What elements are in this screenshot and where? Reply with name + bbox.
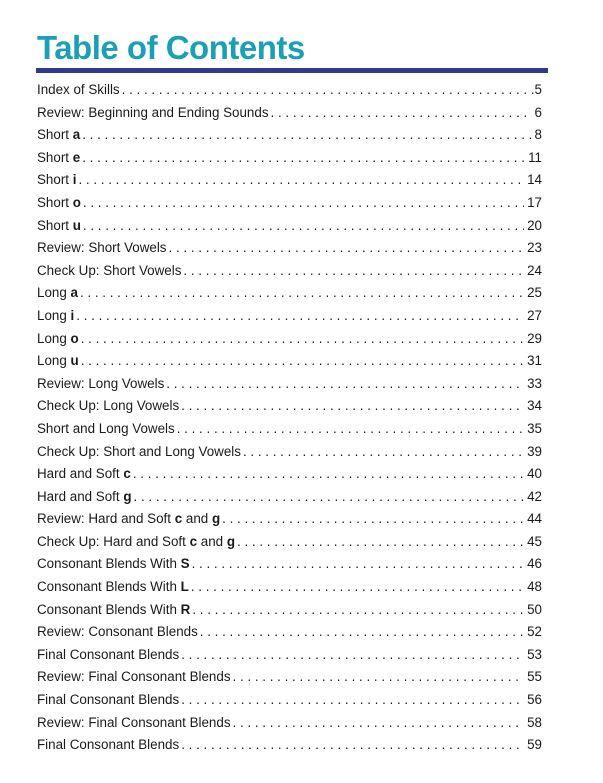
toc-entry-label (37, 127, 80, 142)
toc-entry-page-number: 14 (527, 172, 542, 188)
toc-entry-page-number: 27 (527, 307, 542, 323)
toc-entry (37, 82, 542, 105)
toc-entry-label (37, 466, 131, 481)
toc-entry-page-number: 48 (527, 579, 542, 595)
toc-entry (37, 150, 542, 173)
toc-entry (37, 602, 542, 625)
toc-entry-text: Consonant Blends With (37, 601, 181, 617)
toc-entry-text: Final Consonant Blends (37, 646, 180, 662)
toc-entry (37, 692, 542, 715)
toc-entry-label (37, 218, 81, 233)
toc-entry (37, 172, 542, 195)
dot-leader (181, 737, 524, 752)
toc-entry-text: Check Up: Short Vowels (37, 262, 182, 278)
toc-entry-page-number: 31 (527, 353, 542, 369)
toc-entry-page-number: 6 (534, 104, 542, 120)
toc-entry-text: Review: Final Consonant Blends (37, 714, 231, 730)
toc-entry-page-number: 59 (527, 737, 542, 753)
toc-entry-text: Final Consonant Blends (37, 737, 180, 753)
toc-entry (37, 331, 542, 354)
dot-leader (192, 556, 525, 571)
toc-entry-label (37, 285, 78, 300)
dot-leader (192, 602, 524, 617)
toc-entry-text: Hard and Soft (37, 488, 124, 504)
toc-entry-emphasis: S (180, 556, 190, 572)
toc-entry-text: Short and Long Vowels (37, 420, 175, 436)
toc-entry-text: Check Up: Short and Long Vowels (37, 443, 241, 459)
dot-leader (78, 172, 524, 187)
toc-entry (37, 511, 542, 534)
toc-entry (37, 218, 542, 241)
toc-entry-label (37, 353, 79, 368)
toc-entry (37, 285, 542, 308)
dot-leader (133, 466, 524, 481)
toc-entry-text: Check Up: Long Vowels (37, 398, 180, 414)
toc-entry-page-number: .5 (530, 82, 542, 97)
toc-entry-text: Review: Long Vowels (37, 375, 165, 391)
toc-entry-page-number: 23 (527, 240, 542, 256)
toc-entry-page-number: 55 (527, 669, 542, 685)
toc-entry-label (37, 331, 79, 346)
toc-entry-text: Long (37, 353, 71, 369)
toc-entry-page-number: 34 (527, 398, 542, 414)
toc-entry-text: Long (37, 330, 71, 346)
toc-entry-page-number: 29 (527, 330, 542, 346)
toc-entry-label (37, 737, 179, 752)
toc-entry-label (37, 556, 190, 571)
toc-entry-text: Consonant Blends With (37, 556, 181, 572)
dot-leader (81, 331, 524, 346)
toc-entry-emphasis: u (72, 217, 81, 233)
toc-entry-text: Review: Consonant Blends (37, 624, 198, 640)
toc-entry-page-number: 56 (527, 692, 542, 708)
toc-entry-text: Long (37, 307, 71, 323)
toc-entry-page-number: 35 (527, 420, 542, 436)
toc-entry-emphasis: g (226, 533, 236, 549)
dot-leader (166, 376, 524, 391)
toc-entry-emphasis: e (72, 149, 81, 165)
toc-entry-emphasis: o (70, 330, 79, 346)
toc-entry-label (37, 511, 220, 526)
dot-leader (177, 421, 524, 436)
toc-entry (37, 669, 542, 692)
toc-entry-emphasis: i (72, 172, 77, 188)
dot-leader (83, 195, 524, 210)
toc-entry-page-number: 25 (527, 285, 542, 301)
toc-entry-text: Short (37, 217, 73, 233)
toc-entry-emphasis: c (123, 466, 131, 482)
toc-entry-emphasis: c (174, 511, 183, 527)
toc-entry (37, 489, 542, 512)
toc-entry (37, 579, 542, 602)
toc-entry (37, 421, 542, 444)
toc-entry-page-number: 40 (527, 466, 542, 482)
toc-entry-text: Final Consonant Blends (37, 692, 180, 708)
toc-entry-page-number: 24 (527, 262, 542, 278)
toc-entry-emphasis: u (70, 353, 79, 369)
toc-entry-label (37, 669, 231, 684)
toc-entry-text: and (182, 511, 212, 527)
toc-entry-label (37, 150, 80, 165)
dot-leader (76, 308, 524, 323)
toc-entry-label (37, 647, 179, 662)
dot-leader (83, 218, 524, 233)
toc-entry-label (37, 263, 181, 278)
toc-entry-label (37, 579, 189, 594)
dot-leader (169, 240, 525, 255)
dot-leader (181, 647, 524, 662)
toc-entry-label (37, 376, 164, 391)
toc-entry-page-number: 58 (527, 714, 542, 730)
dot-leader (82, 150, 525, 165)
toc-entry-page-number: 46 (527, 556, 542, 572)
toc-entry-text: Hard and Soft (37, 466, 124, 482)
dot-leader (81, 353, 524, 368)
toc-entry-text: Consonant Blends With (37, 579, 181, 595)
toc-entry (37, 263, 542, 286)
toc-entry (37, 398, 542, 421)
toc-entry-emphasis: L (180, 579, 189, 595)
toc-entry-label (37, 602, 190, 617)
toc-entry-page-number: 45 (527, 533, 542, 549)
toc-entry-label (37, 398, 179, 413)
toc-entry-page-number: 17 (527, 194, 542, 210)
dot-leader (271, 105, 532, 120)
toc-entry (37, 308, 542, 331)
table-of-contents-list (37, 82, 542, 760)
toc-entry-page-number: 33 (527, 375, 542, 391)
toc-entry (37, 737, 542, 760)
toc-entry-page-number: 44 (527, 511, 542, 527)
page-title: Table of Contents (37, 29, 305, 66)
toc-entry-page-number: 52 (527, 624, 542, 640)
toc-entry (37, 376, 542, 399)
dot-leader (191, 579, 524, 594)
dot-leader (181, 398, 524, 413)
toc-entry (37, 353, 542, 376)
toc-entry (37, 240, 542, 263)
dot-leader (134, 489, 525, 504)
toc-entry-label (37, 240, 167, 255)
toc-entry-label (37, 444, 241, 459)
toc-entry-emphasis: g (123, 488, 132, 504)
toc-entry-label (37, 489, 132, 504)
toc-entry-emphasis: a (70, 285, 78, 301)
dot-leader (222, 511, 524, 526)
toc-entry-page-number: 20 (527, 217, 542, 233)
dot-leader (233, 715, 525, 730)
dot-leader (122, 82, 528, 97)
toc-entry (37, 647, 542, 670)
toc-entry-label (37, 195, 81, 210)
toc-entry (37, 127, 542, 150)
toc-entry (37, 624, 542, 647)
dot-leader (80, 285, 524, 300)
toc-entry-text: Short (37, 194, 73, 210)
toc-entry-text: Index of Skills (37, 82, 120, 97)
toc-entry (37, 444, 542, 467)
title-divider (36, 68, 548, 73)
toc-entry-text: Short (37, 149, 73, 165)
toc-entry-page-number: 42 (527, 488, 542, 504)
dot-leader (82, 127, 531, 142)
toc-entry-emphasis: c (189, 533, 198, 549)
toc-entry (37, 105, 542, 128)
dot-leader (233, 669, 525, 684)
toc-entry-label (37, 82, 120, 97)
toc-entry-text: Long (37, 285, 71, 301)
toc-entry-page-number: 50 (527, 601, 542, 617)
toc-entry-text: Check Up: Hard and Soft (37, 533, 190, 549)
toc-entry (37, 195, 542, 218)
toc-entry-label (37, 534, 235, 549)
toc-entry-text: and (197, 533, 227, 549)
toc-entry-emphasis: g (211, 511, 221, 527)
toc-entry-text: Short (37, 172, 73, 188)
toc-entry-page-number: 39 (527, 443, 542, 459)
toc-entry (37, 466, 542, 489)
dot-leader (237, 534, 524, 549)
toc-entry-emphasis: o (72, 194, 81, 210)
toc-entry-text: Review: Short Vowels (37, 240, 167, 256)
toc-entry-emphasis: i (70, 307, 75, 323)
toc-entry-label (37, 624, 198, 639)
toc-entry-text: Review: Beginning and Ending Sounds (37, 104, 269, 120)
toc-entry-page-number: 8 (534, 127, 542, 143)
dot-leader (183, 263, 524, 278)
dot-leader (200, 624, 524, 639)
toc-entry-page-number: 11 (528, 149, 542, 165)
toc-entry (37, 556, 542, 579)
toc-entry-text: Review: Final Consonant Blends (37, 669, 231, 685)
toc-entry-text: Short (37, 127, 73, 143)
toc-entry-emphasis: a (72, 127, 81, 143)
toc-entry-label (37, 308, 74, 323)
toc-entry-label (37, 172, 76, 187)
toc-entry-label (37, 105, 269, 120)
toc-entry-label (37, 421, 175, 436)
toc-entry-label (37, 692, 179, 707)
toc-entry (37, 715, 542, 738)
toc-entry (37, 534, 542, 557)
toc-entry-page-number: 53 (527, 646, 542, 662)
toc-entry-text: Review: Hard and Soft (37, 511, 175, 527)
toc-entry-emphasis: R (180, 601, 191, 617)
dot-leader (181, 692, 524, 707)
dot-leader (243, 444, 524, 459)
toc-entry-label (37, 715, 231, 730)
